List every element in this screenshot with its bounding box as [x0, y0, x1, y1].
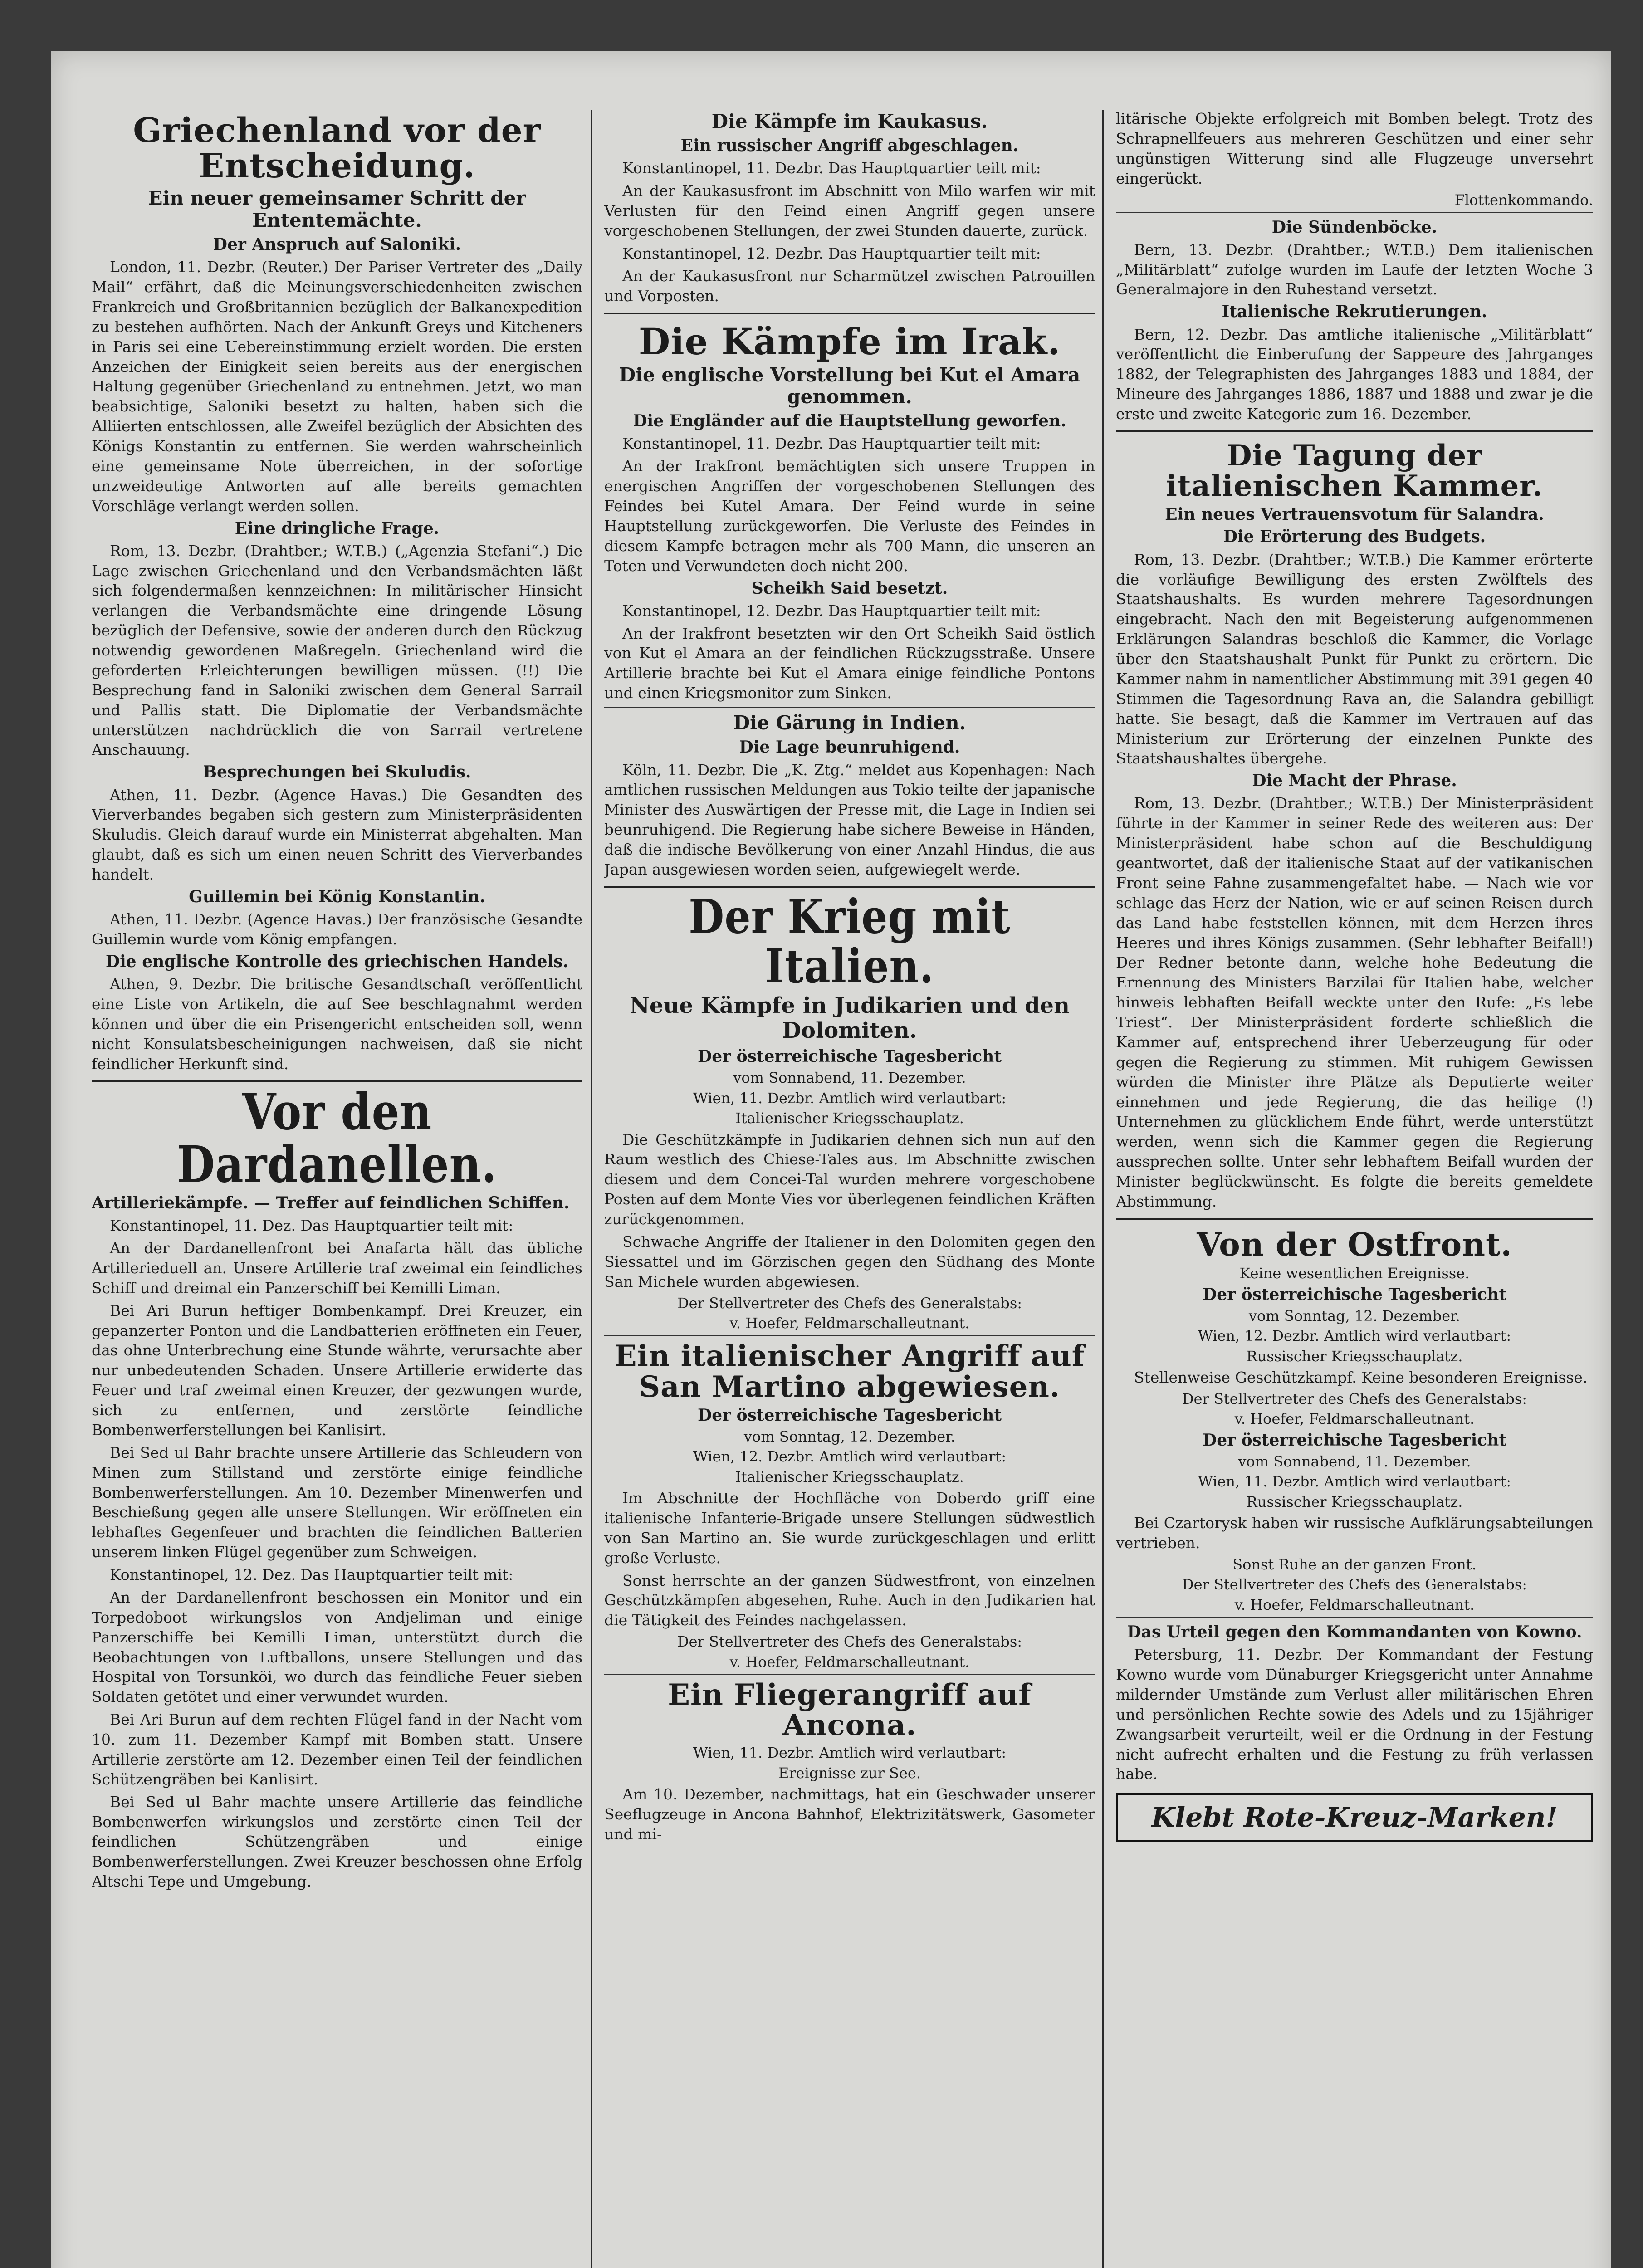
divider [604, 1335, 1095, 1336]
section-heading: Besprechungen bei Skuludis. [203, 763, 471, 782]
dateline: vom Sonntag, 12. Dezember. [743, 1427, 956, 1445]
signature: v. Hoefer, Feldmarschalleutnant. [729, 1314, 970, 1332]
dateline: Wien, 12. Dezbr. Amtlich wird verlautbart: [693, 1448, 1007, 1466]
signature: Der Stellvertreter des Chefs des Generalstabs: [1182, 1390, 1527, 1408]
section-heading: Der österreichische Tagesbericht [698, 1405, 1002, 1425]
section-heading: Die Lage beunruhigend. [739, 738, 960, 757]
column-rule [591, 110, 592, 2268]
dateline: vom Sonnabend, 11. Dezember. [733, 1069, 966, 1087]
article-paragraph: litärische Objekte erfolgreich mit Bomben belegt. Trotz des Schrapnellfeuers aus mehreren Geschützen und einer sehr ungünstigen Witterung sind alle Flugzeuge unversehrt eingerückt. [1116, 110, 1593, 187]
theater-label: Ereignisse zur See. [778, 1764, 921, 1782]
divider [92, 1080, 582, 1082]
subheadline: Ein russischer Angriff abgeschlagen. [680, 136, 1019, 156]
section-heading: Scheikh Said besetzt. [751, 578, 948, 598]
article-paragraph: Konstantinopel, 11. Dezbr. Das Hauptquartier teilt mit: [622, 435, 1041, 453]
newspaper-page [51, 51, 1611, 2268]
article-paragraph: Bei Sed ul Bahr machte unsere Artillerie das feindliche Bombenwerfen wirkungslos und zerstörte einen Teil der feindlichen Schützengräben und einige Bombenwerferstellungen. Zwei Kreuzer beschossen ohne Erfolg Altschi Tepe und Umgebung. [92, 1793, 582, 1891]
article-paragraph: An der Dardanellenfront bei Anafarta hält das übliche Artillerieduell an. Unsere Artillerie traf zweimal ein feindliches Schiff und dreimal ein Panzerschiff bei Kemilli Liman. [92, 1239, 582, 1297]
theater-label: Italienischer Kriegsschauplatz. [735, 1468, 964, 1486]
theater-label: Russischer Kriegsschauplatz. [1246, 1493, 1463, 1510]
headline-ancona: Ein Fliegerangriff auf Ancona. [668, 1677, 1032, 1743]
subheadline: Ein neues Vertrauensvotum für Salandra. [1165, 505, 1544, 524]
article-paragraph: Petersburg, 11. Dezbr. Der Kommandant der Festung Kowno wurde vom Dünaburger Kriegsgericht unter Annahme mildernder Umstände zum Verlust aller militärischen Ehren und persönlichen Rechte sowie des Adels und zu 15jähriger Zwangsarbeit verurteilt, weil er die Ordnung in der Festung nicht aufrecht erhalten und die Festung zu früh verlassen habe. [1116, 1646, 1593, 1783]
section-heading: Die Erörterung des Budgets. [1223, 527, 1486, 547]
article-paragraph: Konstantinopel, 12. Dezbr. Das Hauptquartier teilt mit: [622, 601, 1041, 620]
divider [604, 707, 1095, 708]
article-paragraph: London, 11. Dezbr. (Reuter.) Der Pariser Vertreter des „Daily Mail“ erfährt, daß die Meinungsverschiedenheiten zwischen Frankreich und Großbritannien bezüglich der Balkanexpedition zu bestehen aufhörten. Nach der Ankunft Greys und Kitcheners in Paris sei eine Uebereinstimmung erzielt worden. Die ersten Anzeichen der Einigkeit seien bereits aus der energischen Haltung gegenüber Griechenland zu entnehmen. Jetzt, wo man beabsichtige, Saloniki besetzt zu halten, haben sich die Alliierten entschlossen, alle Zweifel bezüglich der Absichten des Königs Konstantin zu entfernen. Sie werden wahrscheinlich eine gemeinsame Note überreichen, in der sofortige unzweideutige Antworten auf alle bereits gemachten Vorschläge verlangt werden sollen. [92, 258, 582, 515]
article-paragraph: Konstantinopel, 11. Dezbr. Das Hauptquartier teilt mit: [622, 159, 1041, 177]
dateline: Wien, 11. Dezbr. Amtlich wird verlautbart: [693, 1089, 1007, 1107]
article-paragraph: An der Irakfront besetzten wir den Ort Scheikh Said östlich von Kut el Amara an der feindlichen Rückzugsstraße. Unsere Artillerie brachte bei Kut el Amara einige feindliche Pontons und einen Kriegsmonitor zum Sinken. [604, 624, 1095, 702]
dateline: Wien, 11. Dezbr. Amtlich wird verlautbart: [1198, 1473, 1511, 1491]
subheadline: Neue Kämpfe in Judikarien und den Dolomiten. [630, 992, 1070, 1043]
divider [1116, 212, 1593, 213]
column-2 [604, 109, 1095, 1847]
subheadline: Ein neuer gemeinsamer Schritt der Ententemächte. [148, 187, 526, 231]
dateline: Wien, 12. Dezbr. Amtlich wird verlautbart: [1198, 1327, 1511, 1345]
article-paragraph: Athen, 9. Dezbr. Die britische Gesandtschaft veröffentlicht eine Liste von Artikeln, die auf See beschlagnahmt werden können und über die ein Prisengericht entscheiden soll, wenn nicht Konsulatsbescheinigungen nachweisen, daß sie nicht feindlicher Herkunft sind. [92, 975, 582, 1073]
article-paragraph: Bei Ari Burun auf dem rechten Flügel fand in der Nacht vom 10. zum 11. Dezember Kampf mit Bomben statt. Unsere Artillerie zerstörte am 12. Dezember einen Teil der feindlichen Schützengräben bei Kanlisirt. [92, 1711, 582, 1788]
article-paragraph: Athen, 11. Dezbr. (Agence Havas.) Die Gesandten des Vierverbandes begaben sich gestern zum Ministerpräsidenten Skuludis. Gleich darauf wurde ein Ministerrat abgehalten. Man glaubt, daß es sich um einen neuen Schritt des Vierverbandes handelt. [92, 786, 582, 884]
dateline: Wien, 11. Dezbr. Amtlich wird verlautbart: [693, 1744, 1007, 1762]
article-paragraph: An der Dardanellenfront beschossen ein Monitor und ein Torpedoboot wirkungslos von Andjeliman und einige Panzerschiffe bei Kemilli Liman, unterstützt durch die Beobachtungen von Luftballons, unsere Stellungen und das Hospital von Torsunköi, wo durch das feindliche Feuer sieben Soldaten getötet und einer verwundet wurden. [92, 1588, 582, 1706]
article-paragraph: Rom, 13. Dezbr. (Drahtber.; W.T.B.) Der Ministerpräsident führte in der Kammer in seiner Rede des weiteren aus: Der Ministerpräsident habe schon auf die Beschuldigung geantwortet, daß der italienische Staat auf der vatikanischen Front seine Fahne zusammengefaltet habe. — Nach wie vor schlage das Herz der Nation, wie er auf seinen Reisen durch das Land habe feststellen können, mit dem Herzen ihres Heeres und ihres Königs zusammen. (Sehr lebhafter Beifall!) Der Redner betonte dann, welche hohe Bedeutung die Ernennung des Ministers Barzilai für Italien habe, welcher hinweis lebhaften Beifall weckte unter den Rufe: „Es lebe Triest“. Der Ministerpräsident forderte schließlich die Kammer auf, entsprechend ihrer Ueberzeugung für oder gegen die Regierung zu stimmen. Mit ruhigem Gewissen würden die Minister ihre Plätze als Deputierte weiter einnehmen und jede Regierung, die das heilige (!) Unternehmen zu glücklichem Ende führt, werde unterstützt werden, wenn sich die Kammer gegen die Regierung aussprechen sollte. Unter sehr lebhaftem Beifall wurden der Minister beglückwünscht. Es folgte die bereits gemeldete Abstimmung. [1116, 794, 1593, 1210]
article-paragraph: Bern, 12. Dezbr. Das amtliche italienische „Militärblatt“ veröffentlicht die Einberufung der Sappeure des Jahrganges 1882, der Telegraphisten des Jahrganges 1883 und 1884, der Mineure des Jahrganges 1886, 1887 und 1888 und zwar je die erste und zweite Kategorie zum 16. Dezember. [1116, 325, 1593, 423]
headline-griechenland: Griechenland vor der Entscheidung. [133, 111, 541, 186]
article-paragraph: An der Kaukasusfront nur Scharmützel zwischen Patrouillen und Vorposten. [604, 267, 1095, 305]
red-cross-banner: Klebt Rote-Kreuz-Marken! [1116, 1793, 1593, 1842]
column-1 [92, 109, 582, 1894]
column-3 [1116, 109, 1593, 1842]
article-paragraph: Sonst herrschte an der ganzen Südwestfront, von einzelnen Geschützkämpfen abgesehen, Ruhe. Auch in den Judikarien hat die Tätigkeit des Feindes nachgelassen. [604, 1571, 1095, 1629]
divider [1116, 1218, 1593, 1220]
signature: Der Stellvertreter des Chefs des Generalstabs: [677, 1294, 1022, 1312]
article-paragraph: Am 10. Dezember, nachmittags, hat ein Geschwader unserer Seeflugzeuge in Ancona Bahnhof, Elektrizitätswerk, Gasometer und mi- [604, 1785, 1095, 1843]
article-paragraph: Bei Ari Burun heftiger Bombenkampf. Drei Kreuzer, ein gepanzerter Ponton und die Landbatterien eröffneten ein Feuer, das ohne Unterbrechung eine Stunde währte, verursachte aber nur unbedeutenden Schaden. Unsere Artillerie erwiderte das Feuer und traf zweimal einen Kreuzer, der gezwungen wurde, sich zu entfernen, und zerstörte feindliche Bombenwerferstellungen bei Kanlisirt. [92, 1301, 582, 1439]
subheadline: Die englische Vorstellung bei Kut el Amara genommen. [619, 363, 1081, 408]
article-paragraph: Athen, 11. Dezbr. (Agence Havas.) Der französische Gesandte Guillemin wurde vom König empfangen. [92, 910, 582, 948]
signature: Der Stellvertreter des Chefs des Generalstabs: [677, 1633, 1022, 1651]
dateline: vom Sonnabend, 11. Dezember. [1238, 1452, 1471, 1470]
article-paragraph: Köln, 11. Dezbr. Die „K. Ztg.“ meldet aus Kopenhagen: Nach amtlichen russischen Meldungen aus Tokio teilte der japanische Minister des Auswärtigen der Presse mit, die Lage in Indien sei beunruhigend. Die Regierung habe sichere Beweise in Händen, daß die indische Bevölkerung von einer Anzahl Hindus, die aus Japan ausgewiesen worden seien, aufgewiegelt werde. [604, 761, 1095, 878]
divider [604, 886, 1095, 888]
section-heading: Das Urteil gegen den Kommandanten von Kowno. [1127, 1623, 1582, 1642]
signature: Flottenkommando. [1454, 191, 1593, 209]
divider [1116, 1617, 1593, 1618]
theater-label: Russischer Kriegsschauplatz. [1246, 1347, 1463, 1365]
section-heading: Die Sündenböcke. [1271, 217, 1438, 237]
signature: v. Hoefer, Feldmarschalleutnant. [1234, 1596, 1475, 1613]
section-heading: Guillemin bei König Konstantin. [189, 887, 485, 906]
article-paragraph: Im Abschnitte der Hochfläche von Doberdo griff eine italienische Infanterie-Brigade unsere Stellungen südwestlich von San Martino an. Sie wurde zurückgeschlagen und erlitt große Verluste. [604, 1489, 1095, 1567]
headline-kaukasus: Die Kämpfe im Kaukasus. [711, 110, 988, 132]
subheadline: Artilleriekämpfe. — Treffer auf feindlichen Schiffen. [92, 1193, 570, 1212]
theater-label: Italienischer Kriegsschauplatz. [735, 1110, 964, 1127]
article-paragraph: Bei Czartorysk haben wir russische Aufklärungsabteilungen vertrieben. [1116, 1514, 1593, 1552]
article-paragraph: Die Geschützkämpfe in Judikarien dehnen sich nun auf den Raum westlich des Chiese-Tales aus. Im Abschnitte zwischen diesem und dem Concei-Tal wurden mehrere vorgeschobene Posten auf dem Monte Vies vor überlegenen feindlichen Kräften zurückgenommen. [604, 1130, 1095, 1228]
article-paragraph: Konstantinopel, 12. Dezbr. Das Hauptquartier teilt mit: [622, 244, 1041, 262]
section-heading: Italienische Rekrutierungen. [1222, 302, 1487, 322]
headline-irak: Die Kämpfe im Irak. [638, 320, 1061, 363]
column-rule [1102, 110, 1104, 2268]
divider [1116, 430, 1593, 432]
article-paragraph: Bern, 13. Dezbr. (Drahtber.; W.T.B.) Dem italienischen „Militärblatt“ zufolge wurden im Laufe der letzten Woche 3 Generalmajore in den Ruhestand versetzt. [1116, 240, 1593, 298]
divider [604, 1674, 1095, 1675]
section-heading: Die englische Kontrolle des griechischen Handels. [105, 952, 569, 971]
divider [604, 313, 1095, 314]
signature: v. Hoefer, Feldmarschalleutnant. [1234, 1410, 1475, 1428]
dateline: vom Sonntag, 12. Dezember. [1248, 1307, 1461, 1325]
headline-dardanellen: Vor den Dardanellen. [177, 1082, 497, 1194]
article-paragraph: Bei Sed ul Bahr brachte unsere Artillerie das Schleudern von Minen zum Stillstand und zerstörte einige feindliche Bombenwerferstellungen. Am 10. Dezember Minenwerfen und Beschießung gegen alle unsere Stellungen. Wir eröffneten ein lebhaftes Gegenfeuer und brachten die feindlichen Batterien unserem linken Flügel gegenüber zum Schweigen. [92, 1443, 582, 1561]
section-heading: Der österreichische Tagesbericht [1203, 1285, 1506, 1304]
article-paragraph: Rom, 13. Dezbr. (Drahtber.; W.T.B.) („Agenzia Stefani“.) Die Lage zwischen Griechenland und den Verbandsmächten läßt sich folgendermaßen kennzeichnen: In militärischer Hinsicht verlangen die Verbandsmächte eine dringende Lösung bezüglich der Defensive, sowie der anderen durch den Rückzug notwendig gewordenen Maßregeln. Griechenland wird die geforderten Erleichterungen bewilligen müssen. (!!) Die Besprechung fand in Saloniki zwischen dem General Sarrail und Pallis statt. Die Diplomatie der Verbandsmächte unterstützen nachdrücklich die von Sarrail vertretene Anschauung. [92, 542, 582, 759]
headline-san-martino: Ein italienischer Angriff auf San Martino abgewiesen. [614, 1339, 1085, 1404]
headline-kammer: Die Tagung der italienischen Kammer. [1166, 438, 1543, 503]
section-heading: Der Anspruch auf Saloniki. [213, 235, 461, 254]
signature: v. Hoefer, Feldmarschalleutnant. [729, 1653, 970, 1671]
signature: Der Stellvertreter des Chefs des Generalstabs: [1182, 1576, 1527, 1593]
section-heading: Der österreichische Tagesbericht [1203, 1430, 1506, 1450]
section-heading: Der österreichische Tagesbericht [698, 1047, 1002, 1066]
article-paragraph: Schwache Angriffe der Italiener in den Dolomiten gegen den Siessattel und im Görzischen gegen den Südhang des Monte San Michele wurden abgewiesen. [604, 1232, 1095, 1290]
section-heading: Die Macht der Phrase. [1252, 771, 1457, 791]
article-paragraph: An der Irakfront bemächtigten sich unsere Truppen in energischen Angriffen der vorgeschobenen Stellungen des Feindes bei Kutel Amara. Der Feind wurde in seine Hauptstellung zurückgeworfen. Die Verluste des Feindes in diesem Kampfe betragen mehr als 700 Mann, die unseren an Toten und Verwundeten doch nicht 200. [604, 457, 1095, 575]
section-heading: Die Engländer auf die Hauptstellung geworfen. [633, 411, 1066, 431]
headline-ostfront: Von der Ostfront. [1197, 1225, 1512, 1263]
article-paragraph: Konstantinopel, 12. Dez. Das Hauptquartier teilt mit: [110, 1566, 513, 1584]
headline-indien: Die Gärung in Indien. [733, 712, 966, 734]
section-heading: Keine wesentlichen Ereignisse. [1239, 1265, 1470, 1282]
section-heading: Eine dringliche Frage. [235, 518, 440, 538]
article-paragraph: Rom, 13. Dezbr. (Drahtber.; W.T.B.) Die Kammer erörterte die vorläufige Bewilligung des ersten Zwölftels des Staatshaushalts. Es wurden mehrere Tagesordnungen eingebracht. Nach den mit Begeisterung aufgenommenen Erklärungen Salandras beschloß die Kammer, die Vorlage über den Staatshaushalt Punkt für Punkt zu erörtern. Die Kammer nahm in namentlicher Abstimmung mit 391 gegen 40 Stimmen die Tagesordnung Rava an, die Salandra gebilligt hatte. Sie besagt, daß die Kammer im Vertrauen auf das Ministerium zur Erörterung der einzelnen Punkte des Staatshaushaltes übergehe. [1116, 550, 1593, 767]
article-paragraph: An der Kaukasusfront im Abschnitt von Milo warfen wir mit Verlusten für den Feind einen Angriff gegen unsere vorgeschobenen Stellungen, der zwei Stunden dauerte, zurück. [604, 182, 1095, 240]
headline-italien: Der Krieg mit Italien. [689, 889, 1011, 994]
article-paragraph: Konstantinopel, 11. Dez. Das Hauptquartier teilt mit: [110, 1217, 513, 1235]
article-paragraph: Sonst Ruhe an der ganzen Front. [1232, 1555, 1477, 1573]
article-paragraph: Stellenweise Geschützkampf. Keine besonderen Ereignisse. [1134, 1369, 1588, 1387]
